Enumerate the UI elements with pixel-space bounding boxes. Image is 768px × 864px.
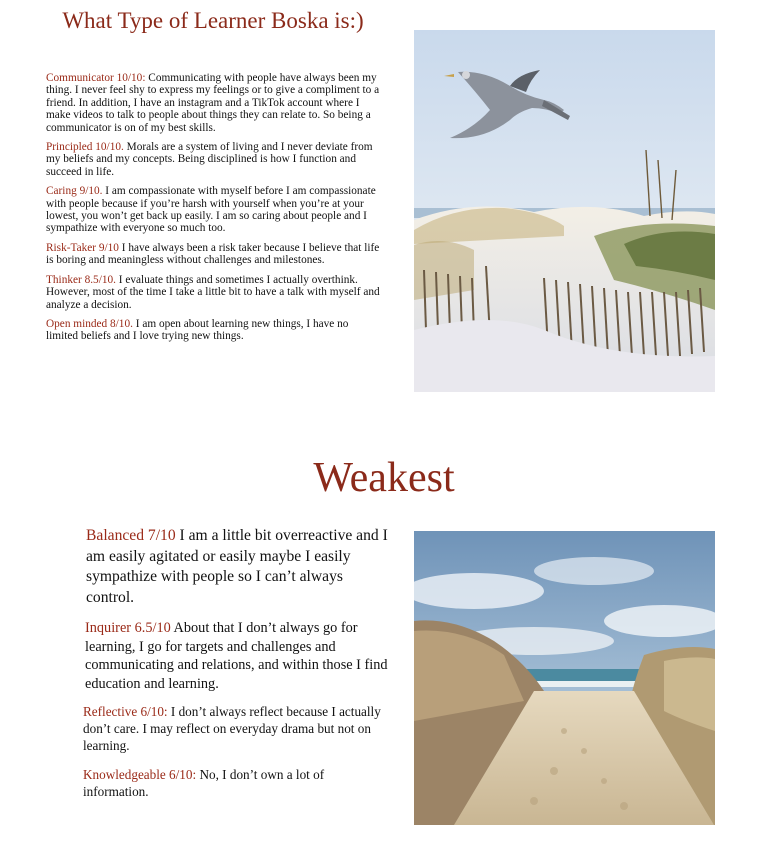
list-item [46,274,382,311]
trait-label: Balanced 7/10 [86,527,176,544]
weaknesses-list [83,526,388,807]
list-item [46,72,382,134]
trait-label: Caring 9/10. [46,185,103,198]
list-item [83,703,388,754]
trait-text: Communicating with people have always been my thing. I never feel shy to express my feelings or to give a compliment to a friend. In addition, I have an instagram and a TikTok account where I make videos to talk to people about things they can relate to. So being a communicator is on of my best skills. [46,72,380,134]
trait-text: I am a little bit overreactive and I am easily agitated or easily maybe I easily sympathize with people so I can’t always control. [86,527,388,606]
beach-path-photo [414,531,715,825]
list-item [83,619,388,693]
trait-label: Knowledgeable 6/10: [83,767,197,782]
trait-text: Morals are a system of living and I never deviate from my beliefs and my concepts. Being disciplined is how I function and succeed in life. [46,141,373,178]
list-item [46,242,382,267]
trait-text: I have always been a risk taker because I believe that life is boring and meaningless without challenges and milestones. [46,241,380,267]
trait-label: Principled 10/10. [46,141,124,154]
trait-label: Communicator 10/10: [46,72,146,84]
heron-beach-photo [414,30,715,392]
trait-label: Inquirer 6.5/10 [85,620,171,636]
trait-text: I am compassionate with myself before I am compassionate with people because if you’re harsh with yourself when you’re at your lowest, you won’t get back up easily. I am so caring about people and I sympathize with everyone so much too. [46,185,376,235]
list-item [46,185,382,235]
weakest-heading: Weakest [313,455,455,501]
list-item [83,526,388,608]
trait-text: About that I don’t always go for learning, I go for targets and challenges and communicating and relations, and within those I find education and learning. [85,620,388,692]
strengths-list [46,72,382,350]
trait-label: Thinker 8.5/10. [46,273,116,286]
trait-text: No, I don’t own a lot of information. [83,767,325,799]
page-title: What Type of Learner Boska is:) [62,8,364,33]
trait-text: I don’t always reflect because I actually don’t care. I may reflect on everyday drama but not on learning. [83,704,381,753]
list-item [46,318,382,343]
trait-label: Risk-Taker 9/10 [46,241,119,254]
trait-label: Reflective 6/10: [83,704,168,719]
trait-label: Open minded 8/10. [46,317,133,330]
trait-text: I evaluate things and sometimes I actually overthink. However, most of the time I take a little bit to have a talk with myself and analyze a decision. [46,273,380,311]
list-item [46,141,382,178]
trait-text: I am open about learning new things, I have no limited beliefs and I love trying new things. [46,317,349,343]
list-item [83,766,388,800]
